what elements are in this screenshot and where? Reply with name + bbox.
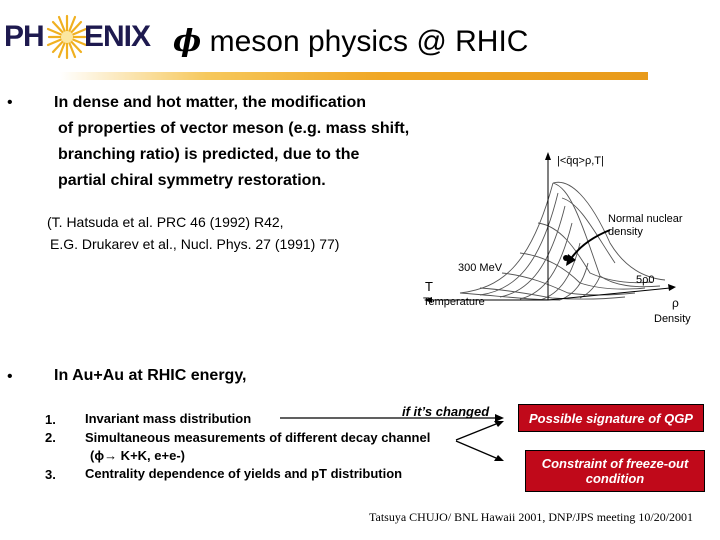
rho-symbol: ρ [672, 296, 679, 310]
footer-credit: Tatsuya CHUJO/ BNL Hawaii 2001, DNP/JPS meeting 10/20/2001 [369, 510, 694, 524]
reference-line: E.G. Drukarev et al., Nucl. Phys. 27 (1991) 77) [50, 236, 340, 252]
list-item: Centrality dependence of yields and pT distribution [85, 466, 403, 481]
z-axis-label: |<q̄q>ρ,T| [557, 155, 604, 167]
rho-tick-label: 5ρ0 [636, 274, 655, 286]
list-number: 2. [45, 430, 56, 445]
bullet-marker: • [7, 94, 13, 111]
annotation-line-2: density [608, 226, 643, 238]
paragraph-line: partial chiral symmetry restoration. [58, 172, 326, 189]
annotation-line-1: Normal nuclear [608, 213, 683, 225]
title-underline [60, 72, 648, 80]
temp-symbol: T [425, 279, 433, 294]
list-item-subline: (ϕ→ K+K, e+e-) [90, 448, 185, 463]
logo-star-icon [45, 14, 89, 60]
arrow-line [456, 441, 496, 458]
bullet-marker: • [7, 368, 13, 385]
logo-text-right: ENIX [84, 20, 151, 53]
list-item: Simultaneous measurements of different decay channel [85, 430, 431, 445]
reference-line: (T. Hatsuda et al. PRC 46 (1992) R42, [47, 214, 284, 230]
freeze-out-box: Constraint of freeze-out condition [525, 450, 705, 492]
list-item: Invariant mass distribution [85, 411, 252, 426]
bullet-heading: In Au+Au at RHIC energy, [54, 367, 247, 384]
bullet-paragraph [54, 90, 409, 194]
phi-symbol: ϕ [173, 24, 202, 59]
title-text: meson physics @ RHIC [201, 25, 529, 58]
if-changed-label: if it’s changed [402, 404, 490, 419]
paragraph-line: In dense and hot matter, the modification [54, 94, 367, 111]
temp-tick-label: 300 MeV [458, 262, 503, 274]
arrows [270, 410, 520, 470]
list-number: 1. [45, 412, 56, 427]
logo-text-left: PH [4, 20, 44, 53]
phenix-logo [4, 16, 151, 58]
paragraph-line: of properties of vector meson (e.g. mass shift, [58, 120, 410, 137]
paragraph-line: branching ratio) is predicted, due to the [58, 146, 360, 163]
rho-axis-label: Density [654, 313, 691, 325]
page-title [173, 24, 528, 59]
temp-axis-label: Temperature [423, 296, 485, 308]
qgp-signature-box: Possible signature of QGP [518, 404, 704, 432]
list-number: 3. [45, 467, 56, 482]
condensate-surface-figure [420, 148, 710, 328]
arrow-line [456, 424, 496, 440]
